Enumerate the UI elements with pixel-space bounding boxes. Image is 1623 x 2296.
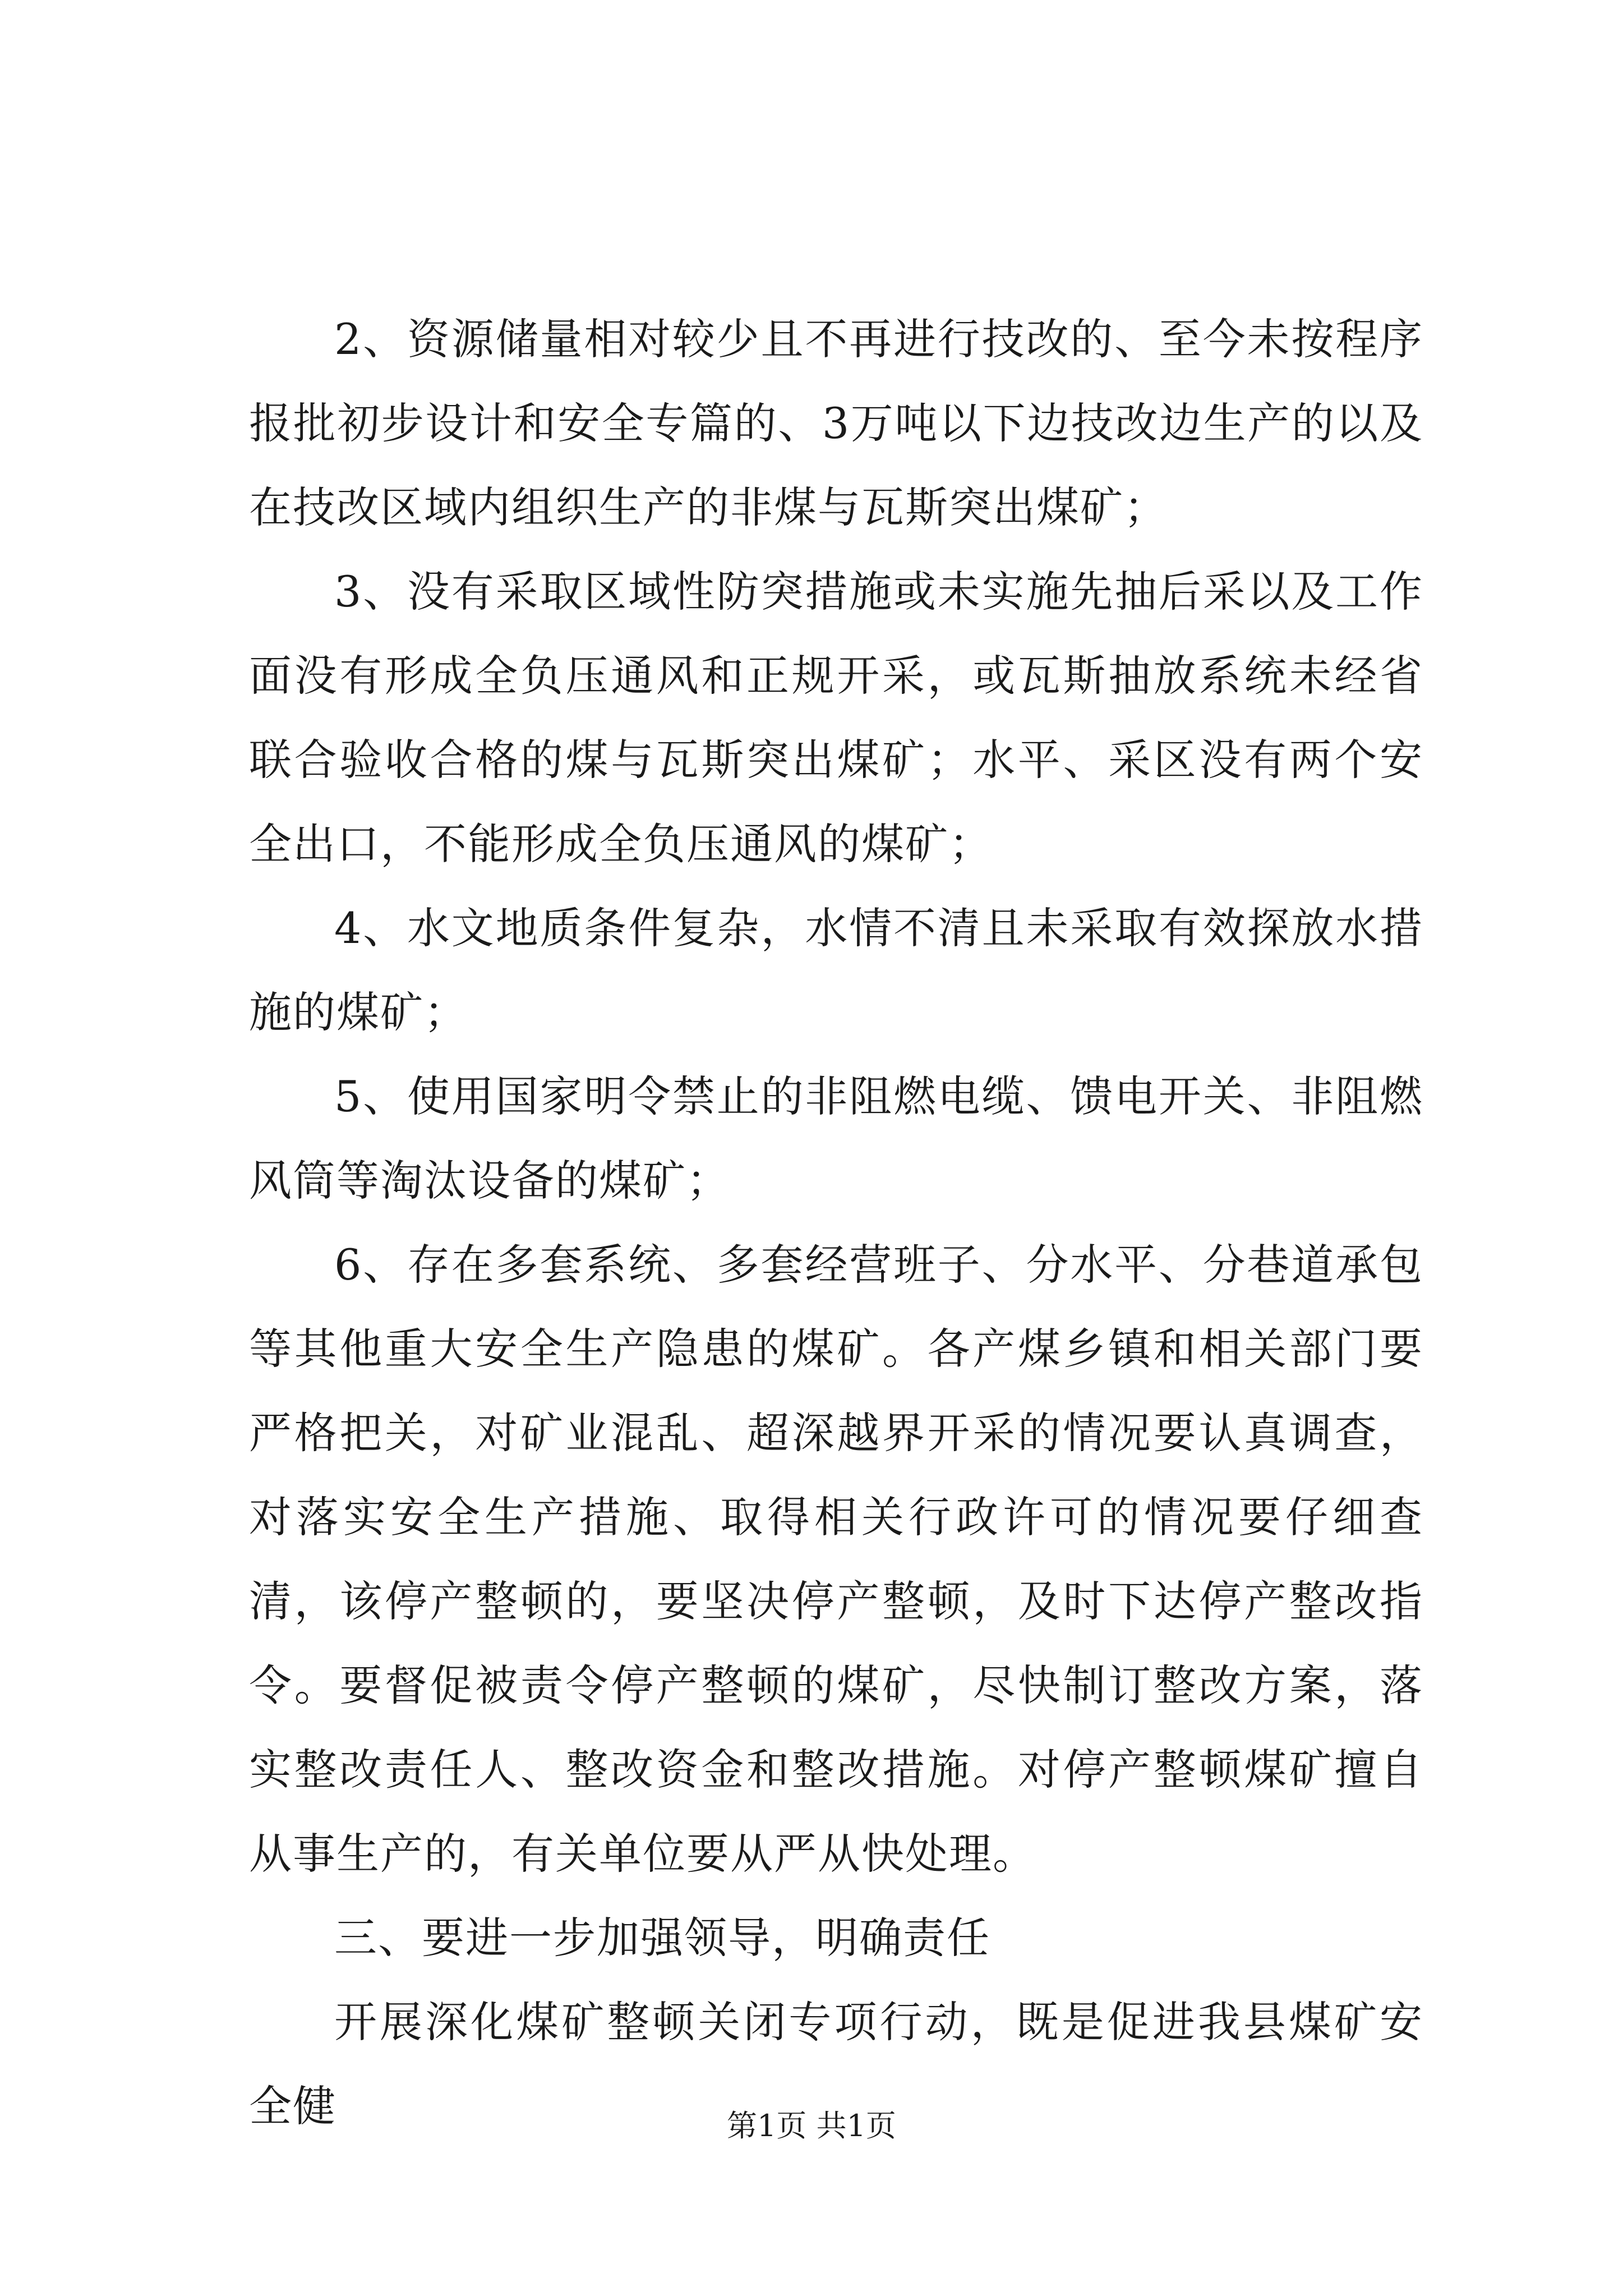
- paragraph-item-2: 2、资源储量相对较少且不再进行技改的、至今未按程序报批初步设计和安全专篇的、3万吨以下边技改边生产的以及在技改区域内组织生产的非煤与瓦斯突出煤矿；: [249, 314, 1423, 532]
- document-body: [249, 297, 1423, 2148]
- page-footer: [0, 2106, 1623, 2146]
- paragraph-item-5: 5、使用国家明令禁止的非阻燃电缆、馈电开关、非阻燃风筒等淘汰设备的煤矿；: [249, 1071, 1423, 1205]
- section-heading: 三、要进一步加强领导，明确责任: [334, 1913, 990, 1963]
- page-number-label: 第1页 共1页: [727, 2108, 896, 2143]
- paragraph-item-3: 3、没有采取区域性防突措施或未实施先抽后采以及工作面没有形成全负压通风和正规开采，或瓦斯抽放系统未经省联合验收合格的煤与瓦斯突出煤矿；水平、采区没有两个安全出口，不能形成全负压通风的煤矿；: [249, 567, 1423, 869]
- paragraph-continuation: 开展深化煤矿整顿关闭专项行动，既是促进我县煤矿安全健: [249, 1997, 1423, 2131]
- paragraph-item-6: 6、存在多套系统、多套经营班子、分水平、分巷道承包等其他重大安全生产隐患的煤矿。各产煤乡镇和相关部门要严格把关，对矿业混乱、超深越界开采的情况要认真调查，对落实安全生产措施、取得相关行政许可的情况要仔细查清，该停产整顿的，要坚决停产整顿，及时下达停产整改指令。要督促被责令停产整顿的煤矿，尽快制订整改方案，落实整改责任人、整改资金和整改措施。对停产整顿煤矿擅自从事生产的，有关单位要从严从快处理。: [249, 1240, 1423, 1879]
- paragraph-item-4: 4、水文地质条件复杂，水情不清且未采取有效探放水措施的煤矿；: [249, 903, 1423, 1037]
